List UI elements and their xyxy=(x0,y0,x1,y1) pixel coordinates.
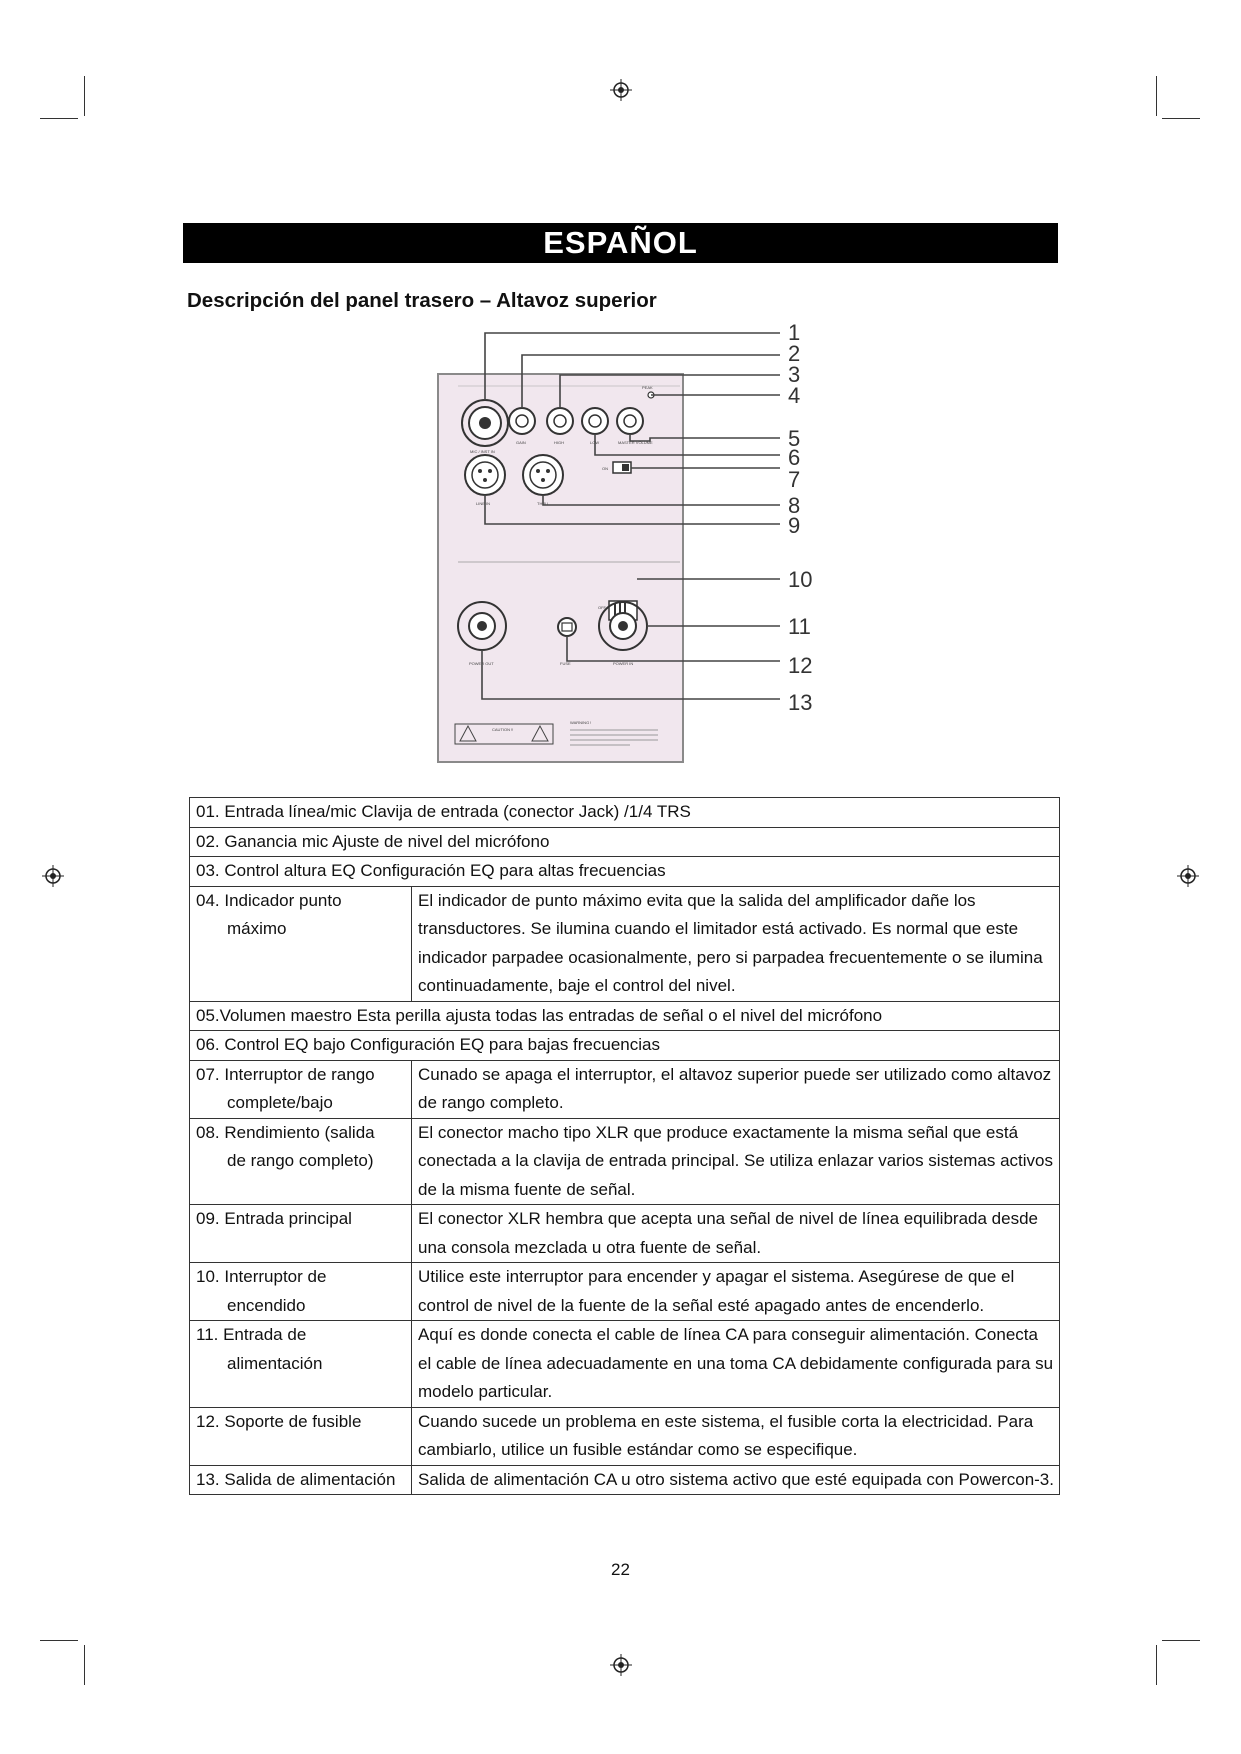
panel-label: PEAK xyxy=(642,385,653,390)
table-description-cell: Utilice este interruptor para encender y apagar el sistema. Asegúrese de que el control de nivel de la fuente de la señal esté apagado antes de encenderlo. xyxy=(412,1263,1060,1321)
description-table xyxy=(189,797,1060,1495)
high-eq-knob-icon xyxy=(547,408,573,434)
crop-mark xyxy=(1156,1645,1157,1685)
panel-label: ON xyxy=(602,466,608,471)
callout-number: 2 xyxy=(788,341,801,366)
crop-mark xyxy=(84,76,85,116)
panel-label: MASTER VOLUME xyxy=(618,440,653,445)
table-label-cell xyxy=(190,1465,412,1495)
table-description-cell: El conector XLR hembra que acepta una señal de nivel de línea equilibrada desde una consola mezclada u otra fuente de señal. xyxy=(412,1205,1060,1263)
table-row xyxy=(190,1407,1060,1465)
row-label: 07. Interruptor de rango xyxy=(196,1064,375,1084)
panel-label: POWER OUT xyxy=(469,661,494,666)
table-row xyxy=(190,857,1060,887)
leader-lines xyxy=(482,333,780,699)
callout-number: 7 xyxy=(788,467,801,492)
powercon-out-icon xyxy=(458,602,506,650)
table-cell: 03. Control altura EQ Configuración EQ para altas frecuencias xyxy=(190,857,1060,887)
table-description-cell: Aquí es donde conecta el cable de línea CA para conseguir alimentación. Conecta el cable de línea adecuadamente en una toma CA debidamente configurada para su modelo particular. xyxy=(412,1321,1060,1408)
table-label-cell xyxy=(190,1118,412,1205)
panel-label: LOW xyxy=(590,440,600,445)
table-label-cell xyxy=(190,1407,412,1465)
table-row xyxy=(190,886,1060,1001)
table-label-cell xyxy=(190,886,412,1001)
table-row xyxy=(190,1263,1060,1321)
row-label: 11. Entrada de xyxy=(196,1325,307,1344)
table-cell: 06. Control EQ bajo Configuración EQ para bajas frecuencias xyxy=(190,1031,1060,1061)
callout-number: 5 xyxy=(788,426,801,451)
table-row xyxy=(190,1321,1060,1408)
crop-mark xyxy=(1162,118,1200,119)
crop-mark xyxy=(84,1645,85,1685)
callout-number: 12 xyxy=(788,653,813,678)
registration-mark-icon xyxy=(610,1654,632,1676)
table-row xyxy=(190,1118,1060,1205)
warning-triangle-icon xyxy=(460,726,476,741)
table-label-cell xyxy=(190,1205,412,1263)
row-label-continued: máximo xyxy=(227,919,287,938)
callout-number: 3 xyxy=(788,362,801,387)
panel-label: LINE IN xyxy=(476,501,491,506)
crop-mark xyxy=(1156,76,1157,116)
callout-number: 6 xyxy=(788,445,801,470)
table-row xyxy=(190,798,1060,828)
crop-mark xyxy=(1162,1640,1200,1641)
table-cell: 02. Ganancia mic Ajuste de nivel del micrófono xyxy=(190,827,1060,857)
table-description-cell: Salida de alimentación CA u otro sistema activo que esté equipada con Powercon-3. xyxy=(412,1465,1060,1495)
callout-number: 13 xyxy=(788,690,813,715)
panel-label: GAIN xyxy=(516,440,526,445)
panel-label: CAUTION !! xyxy=(492,727,514,732)
row-label: 13. Salida de alimentación xyxy=(196,1469,396,1489)
crop-mark xyxy=(40,1640,78,1641)
section-title: Descripción del panel trasero – Altavoz superior xyxy=(187,289,657,312)
registration-mark-icon xyxy=(610,79,632,101)
table-row xyxy=(190,1465,1060,1495)
panel-label: POWER IN xyxy=(613,661,634,666)
panel-label: THRU xyxy=(537,501,549,506)
table-row xyxy=(190,1001,1060,1031)
rear-panel-illustration xyxy=(430,320,830,780)
table-description-cell: Cunado se apaga el interruptor, el altavoz superior puede ser utilizado como altavoz de rango completo. xyxy=(412,1060,1060,1118)
row-label: 04. Indicador punto xyxy=(196,890,342,910)
warning-triangle-icon xyxy=(532,726,548,741)
row-label-continued: complete/bajo xyxy=(227,1093,333,1112)
row-label-continued: de rango completo) xyxy=(227,1151,374,1170)
low-eq-knob-icon xyxy=(582,408,608,434)
table-cell: 05.Volumen maestro Esta perilla ajusta todas las entradas de señal o el nivel del micrófono xyxy=(190,1001,1060,1031)
row-label-continued: encendido xyxy=(227,1295,306,1315)
table-label-cell xyxy=(190,1263,412,1321)
crop-mark xyxy=(40,118,78,119)
row-label: 09. Entrada principal xyxy=(196,1209,352,1228)
table-label-cell xyxy=(190,1321,412,1408)
callout-number: 9 xyxy=(788,513,801,538)
table-label-cell xyxy=(190,1060,412,1118)
master-volume-knob-icon xyxy=(617,408,643,434)
registration-mark-icon xyxy=(1177,865,1199,887)
row-label: 08. Rendimiento (salida xyxy=(196,1122,375,1142)
table-row xyxy=(190,1031,1060,1061)
fuse-holder-icon xyxy=(558,618,576,636)
language-banner: ESPAÑOL xyxy=(183,223,1058,263)
table-row xyxy=(190,827,1060,857)
panel-label: FUSE xyxy=(560,661,571,666)
panel-label: OFF xyxy=(598,605,606,610)
table-cell: 01. Entrada línea/mic Clavija de entrada (conector Jack) /1/4 TRS xyxy=(190,798,1060,828)
panel-label: MIC / INST IN xyxy=(470,449,495,454)
callout-number: 4 xyxy=(788,383,801,408)
registration-mark-icon xyxy=(42,865,64,887)
row-label: 12. Soporte de fusible xyxy=(196,1411,362,1431)
xlr-male-icon xyxy=(523,455,563,495)
table-description-cell: Cuando sucede un problema en este sistema, el fusible corta la electricidad. Para cambiarlo, utilice un fusible estándar como se especifique. xyxy=(412,1407,1060,1465)
table-description-cell: El indicador de punto máximo evita que la salida del amplificador dañe los transductores. Se ilumina cuando el limitador está activado. Es normal que este indicador parpadee ocasionalmente, pero si parpadea frecuentemente o se ilumina continuadamente, baje el control del nivel. xyxy=(412,886,1060,1001)
row-label: 10. Interruptor de xyxy=(196,1267,327,1286)
callout-number: 11 xyxy=(788,614,811,639)
table-row xyxy=(190,1060,1060,1118)
callout-number: 1 xyxy=(788,320,801,345)
xlr-female-icon xyxy=(465,455,505,495)
panel-label: WARNING ! xyxy=(570,720,592,725)
combo-jack-icon xyxy=(462,400,508,446)
gain-knob-icon xyxy=(509,408,535,434)
table-description-cell: El conector macho tipo XLR que produce exactamente la misma señal que está conectada a la clavija de entrada principal. Se utiliza enlazar varios sistemas activos de la misma fuente de señal. xyxy=(412,1118,1060,1205)
table-row xyxy=(190,1205,1060,1263)
row-label-continued: alimentación xyxy=(227,1353,323,1373)
page-number: 22 xyxy=(611,1560,630,1579)
panel-label: HIGH xyxy=(554,440,564,445)
callout-number: 10 xyxy=(788,567,813,592)
callout-number: 8 xyxy=(788,493,801,518)
